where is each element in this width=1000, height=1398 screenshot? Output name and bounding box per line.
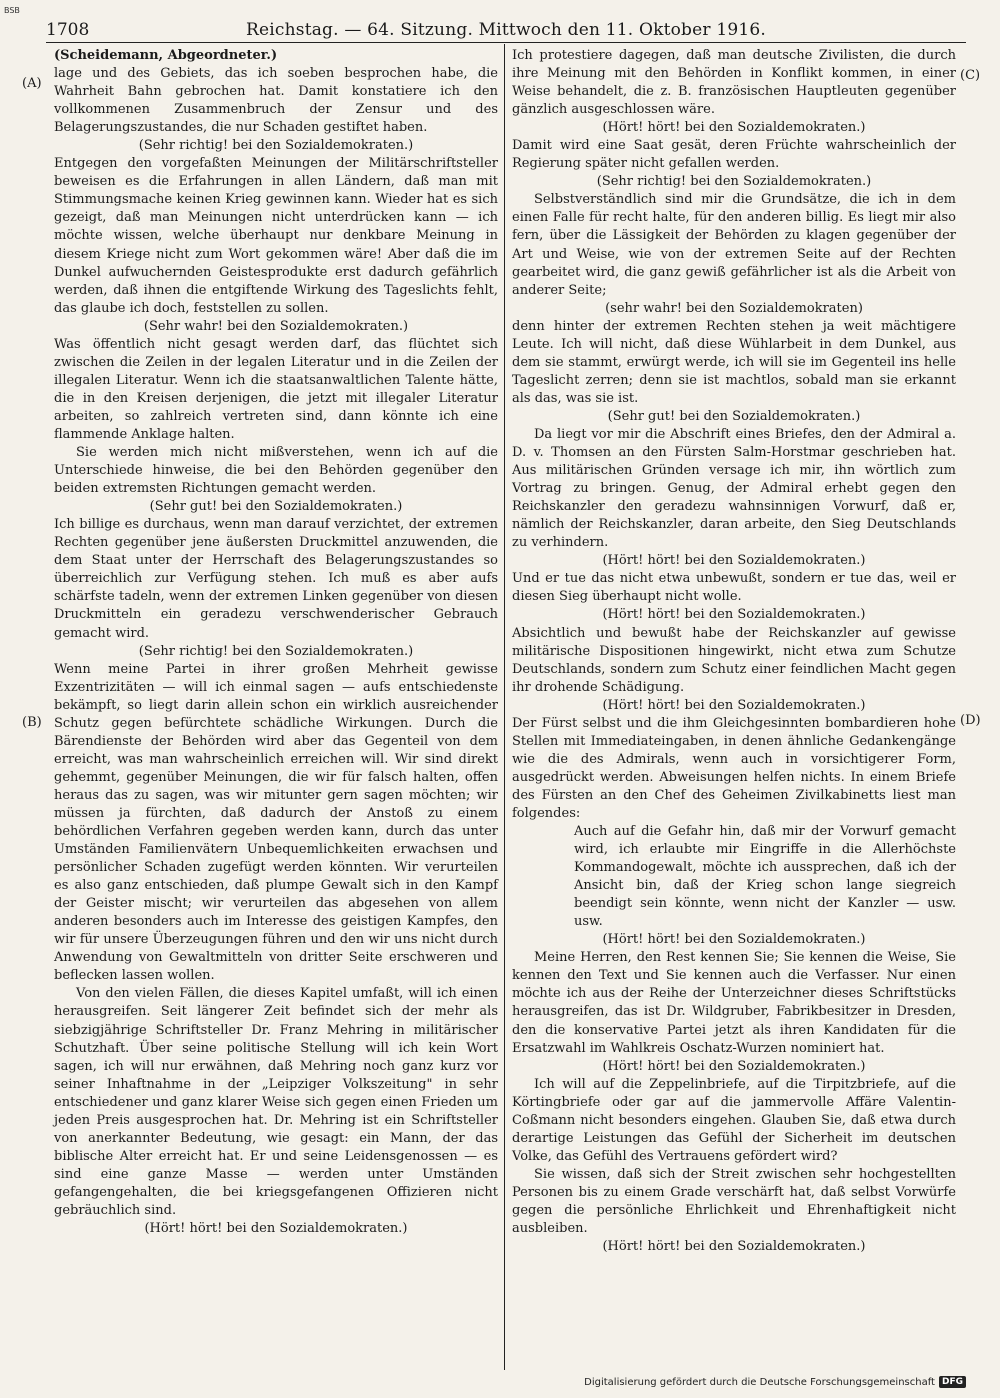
page-header (46, 18, 966, 44)
interjection: (Hört! hört! bei den Sozialdemokraten.) (144, 1221, 408, 1237)
paragraph: Und er tue das nicht etwa unbewußt, sondern er tue das, weil er diesen Sieg überhaupt nicht wolle. (512, 571, 956, 605)
paragraph: Damit wird eine Saat gesät, deren Früchte wahrscheinlich der Regierung später nicht gefallen werden. (512, 138, 956, 172)
margin-mark-a: (A) (22, 76, 42, 91)
interjection: (Hört! hört! bei den Sozialdemokraten.) (602, 607, 866, 623)
library-mark: BSB (4, 6, 20, 15)
paragraph: Selbstverständlich sind mir die Grundsätze, die ich in dem einen Falle für recht halte, für den anderen billig. Es liegt mir also fern, über die Lässigkeit der Behörden zu klagen gegenüber der Art und Weise, wie von der extremen Seite auf der Rechten gearbeitet wird, die ganz gewiß gefährlicher ist als die Arbeit von anderer Seite; (512, 192, 956, 298)
paragraph: Ich will auf die Zeppelinbriefe, auf die Tirpitzbriefe, auf die Körtingbriefe oder gar auf die jammervolle Affäre Valentin-Coßmann nicht besonders eingehen. Glauben Sie, daß etwa durch derartige Leistungen das Gefühl der Sicherheit im deutschen Volke, das Gefühl des Vertrauens gefördert wird? (512, 1076, 956, 1164)
header-rule (46, 42, 966, 43)
paragraph: lage und des Gebiets, das ich soeben besprochen habe, die Wahrheit Bahn gebrochen hat. Damit konstatiere ich den vollkommenen Zusammenbruch der Zensur und des Belagerungszustandes, die nur Schaden gestiftet haben. (54, 66, 498, 136)
paragraph: Meine Herren, den Rest kennen Sie; Sie kennen die Weise, Sie kennen den Text und Sie kennen auch die Verfasser. Nur einen möchte ich aus der Reihe der Unterzeichner dieses Schriftstücks herausgreifen, das ist Dr. Wildgruber, Fabrikbesitzer in Dresden, den die konservative Partei jetzt als ihren Kandidaten für die Ersatzwahl im Wahlkreis Oschatz-Wurzen nominiert hat. (512, 950, 956, 1056)
paragraph: denn hinter der extremen Rechten stehen ja weit mächtigere Leute. Ich will nicht, daß diese Wühlarbeit in dem Dunkel, aus dem sie stammt, erwürgt werde, ich will sie im Gegenteil ins helle Tageslicht zerren; denn sie ist machtlos, sobald man sie erkannt als das, was sie ist. (512, 318, 956, 406)
digitization-credit (584, 1376, 966, 1388)
paragraph: Sie wissen, daß sich der Streit zwischen sehr hochgestellten Personen bis zu einem Grade verschärft hat, daß selbst Vorwürfe gegen die persönliche Ehrlichkeit und Ehrenhaftigkeit nicht ausbleiben. (512, 1166, 956, 1237)
interjection: (Hört! hört! bei den Sozialdemokraten.) (602, 1058, 866, 1074)
paragraph: Sie werden mich nicht mißverstehen, wenn ich auf die Unterschiede hinweise, die bei den Behörden gegenüber den beiden extremsten Richtungen gemacht werden. (54, 445, 498, 497)
interjection: (Sehr wahr! bei den Sozialdemokraten.) (143, 318, 409, 334)
margin-mark-c: (C) (960, 68, 981, 83)
interjection: (Sehr richtig! bei den Sozialdemokraten.) (596, 174, 872, 190)
interjection: (sehr wahr! bei den Sozialdemokraten) (605, 300, 863, 316)
paragraph: Ich billige es durchaus, wenn man darauf verzichtet, der extremen Rechten gegenüber jene äußersten Druckmittel anzuwenden, die dem Staat unter der Herrschaft des Belagerungszustandes so überreichlich zur Verfügung stehen. Ich muß es aber aufs schärfste tadeln, wenn der extremen Linken gegenüber von diesen Druckmitteln ein geradezu verschwenderischer Gebrauch gemacht wird. (54, 517, 498, 641)
page-number: 1708 (46, 20, 90, 40)
interjection: (Hört! hört! bei den Sozialdemokraten.) (602, 932, 866, 948)
interjection: (Sehr gut! bei den Sozialdemokraten.) (607, 408, 861, 424)
paragraph: Entgegen den vorgefaßten Meinungen der Militärschriftsteller beweisen es die Erfahrungen in allen Ländern, daß man mit Stimmungsmache keinen Krieg gewinnen kann. Wieder hat es sich gezeigt, daß man Meinungen nicht unterdrücken kann — ich möchte wissen, welche überhaupt nur denkbare Meinung in diesem Kriege nicht zum Wort gekommen wäre! Aber daß die im Dunkel aufwuchernden Geistesprodukte erst dadurch gefährlich werden, daß ihnen die entgiftende Wirkung des Tageslichts fehlt, das glaube ich doch, feststellen zu sollen. (54, 156, 498, 316)
interjection: (Hört! hört! bei den Sozialdemokraten.) (602, 553, 866, 569)
running-title: Reichstag. — 64. Sitzung. Mittwoch den 11. Oktober 1916. (246, 20, 766, 40)
column-divider (504, 44, 505, 1370)
interjection: (Sehr richtig! bei den Sozialdemokraten.) (138, 138, 414, 154)
block-quote: Auch auf die Gefahr hin, daß mir der Vorwurf gemacht wird, ich erlaubte mir Eingriffe in die Allerhöchste Kommandogewalt, möchte ich aussprechen, daß ich der Ansicht bin, daß der Krieg schon lange siegreich beendigt sein könnte, wenn nicht der Kanzler — usw. usw. (574, 824, 956, 930)
paragraph: Der Fürst selbst und die ihm Gleichgesinnten bombardieren hohe Stellen mit Immediateingaben, in denen ähnliche Gedankengänge wie die des Admirals, wenn auch in vorsichtigerer Form, ausgedrückt werden. Abweisungen helfen nichts. In einem Briefe des Fürsten an den Chef des Geheimen Zivilkabinetts liest man folgendes: (512, 715, 956, 821)
dfg-logo: DFG (939, 1376, 966, 1388)
paragraph: Da liegt vor mir die Abschrift eines Briefes, den der Admiral a. D. v. Thomsen an den Fürsten Salm-Horstmar geschrieben hat. Aus militärischen Gründen versage ich mir, ihn wörtlich zum Vortrag zu bringen. Genug, der Admiral erhebt gegen den Reichskanzler den geradezu wahnsinnigen Vorwurf, daß er, nämlich der Reichskanzler, daran arbeite, den Sieg Deutschlands zu verhindern. (512, 426, 956, 551)
interjection: (Hört! hört! bei den Sozialdemokraten.) (602, 120, 866, 136)
interjection: (Hört! hört! bei den Sozialdemokraten.) (602, 1239, 866, 1255)
interjection: (Sehr richtig! bei den Sozialdemokraten.) (138, 643, 414, 659)
credit-text: Digitalisierung gefördert durch die Deutsche Forschungsgemeinschaft (584, 1376, 935, 1388)
paragraph: Wenn meine Partei in ihrer großen Mehrheit gewisse Exzentrizitäten — will ich einmal sagen — aufs entschiedenste bekämpft, so liegt darin allein schon ein wirklich ausreichender Schutz gegen befürchtete schädliche Wirkungen. Durch die Bärendienste der Behörden wird aber das Gegenteil von dem erreicht, was man wahrscheinlich erreichen will. Wir sind direkt gehemmt, gegenüber Meinungen, die wir für falsch halten, offen heraus das zu sagen, was wir mitunter gern sagen möchten; wir müssen ja fürchten, daß dadurch der Anstoß zu einem behördlichen Verfahren gegeben werden kann, durch das unter Umständen Familienvätern Unbequemlichkeiten erwachsen und persönlicher Schaden zugefügt werden könnten. Wir verurteilen es also ganz entschieden, daß plumpe Gewalt sich in den Kampf der Geister mischt; wir verurteilen das abgesehen von allem anderen besonders auch im Interesse des geistigen Kampfes, den wir für unsere Überzeugungen führen und den wir uns nicht durch Anwendung von Gewaltmitteln von dritter Seite erschweren und beflecken lassen wollen. (54, 661, 498, 984)
interjection: (Hört! hört! bei den Sozialdemokraten.) (602, 697, 866, 713)
margin-mark-b: (B) (22, 715, 42, 730)
paragraph: Was öffentlich nicht gesagt werden darf, das flüchtet sich zwischen die Zeilen in der legalen Literatur und in die Zeilen der illegalen Literatur. Wenn ich die staatsanwaltlichen Talente hätte, die in den Kreisen derjenigen, die jetzt mit illegaler Literatur arbeiten, so zahlreich vertreten sind, dann könnte ich eine flammende Anklage halten. (54, 336, 498, 442)
paragraph: Von den vielen Fällen, die dieses Kapitel umfaßt, will ich einen herausgreifen. Seit längerer Zeit befindet sich der mehr als siebzigjährige Schriftsteller Dr. Franz Mehring in militärischer Schutzhaft. Über seine politische Stellung will ich kein Wort sagen, ich will nur erwähnen, daß Mehring noch ganz kurz vor seiner Inhaftnahme in der „Leipziger Volkszeitung" in sehr entschiedener und ganz klarer Weise sich gegen einen Frieden um jeden Preis ausgesprochen hat. Dr. Mehring ist ein Schriftsteller von anerkannter Bedeutung, wie gesagt: ein Mann, der das biblische Alter erreicht hat. Er und seine Leidensgenossen — es sind eine ganze Masse — werden unter Umständen gefangengehalten, die bei kriegsgefangenen Offizieren nicht gebräuchlich sind. (54, 986, 498, 1218)
speaker-line: (Scheidemann, Abgeordneter.) (54, 48, 278, 63)
margin-mark-d: (D) (960, 713, 981, 728)
paragraph: Ich protestiere dagegen, daß man deutsche Zivilisten, die durch ihre Meinung mit den Behörden in Konflikt kommen, in einer Weise behandelt, die z. B. französischen Hauptleuten gegenüber gänzlich ausgeschlossen wäre. (512, 48, 956, 118)
paragraph: Absichtlich und bewußt habe der Reichskanzler auf gewisse militärische Dispositionen hingewirkt, nicht etwa zum Schutze Deutschlands, sondern zum Schutz einer feindlichen Macht gegen ihr drohende Schädigung. (512, 625, 956, 695)
left-column (54, 47, 498, 1238)
right-column (512, 47, 956, 1256)
interjection: (Sehr gut! bei den Sozialdemokraten.) (149, 499, 403, 515)
